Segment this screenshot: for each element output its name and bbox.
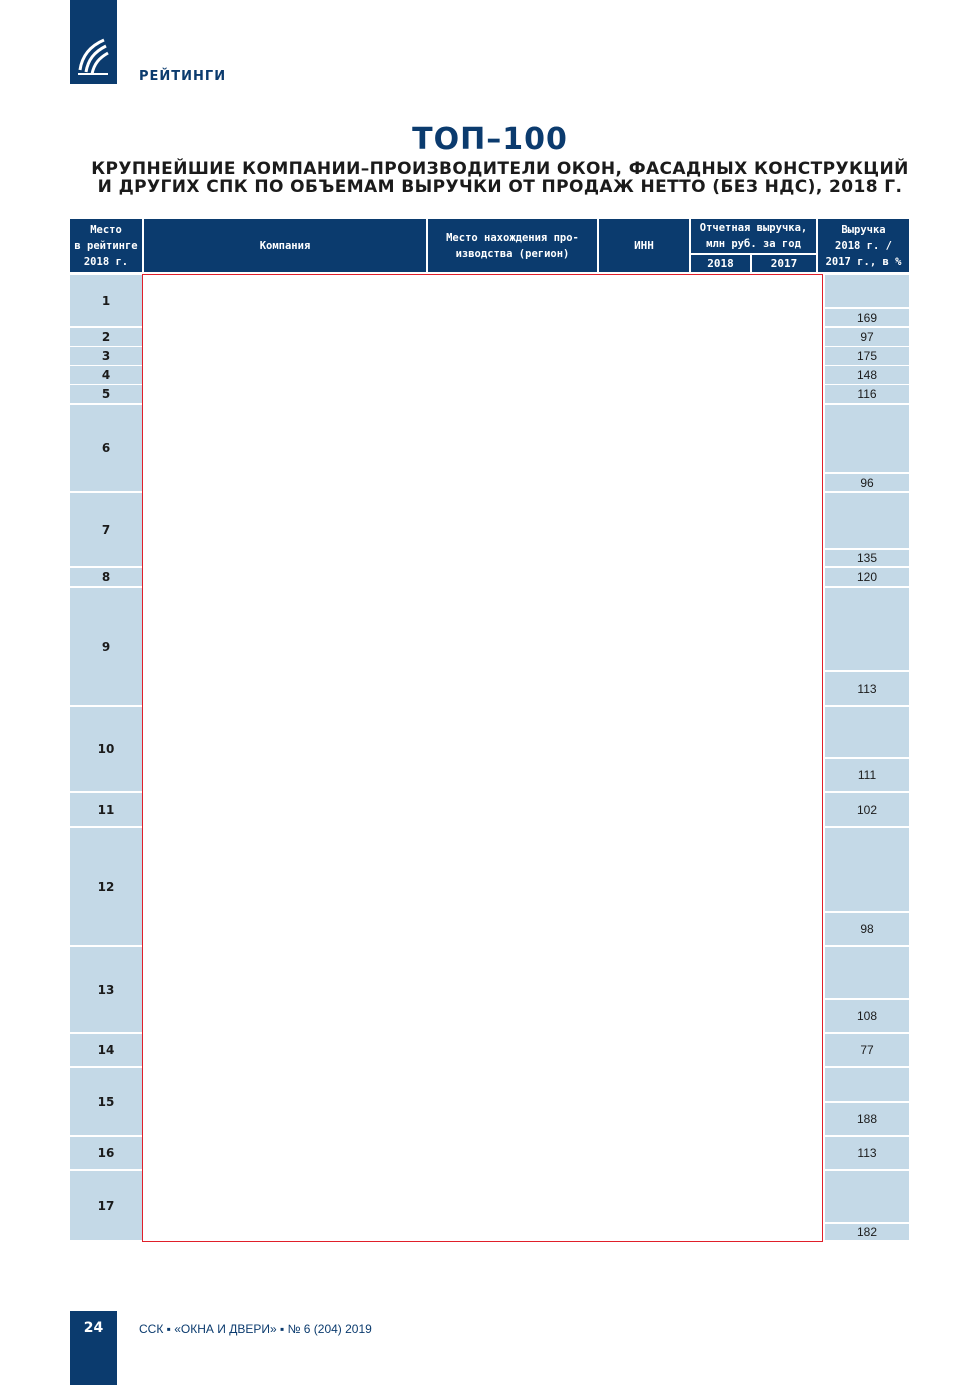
header-year-2017: 2017 <box>752 255 816 272</box>
ratio-padding <box>825 493 909 548</box>
ratio-padding <box>825 405 909 472</box>
page-title: ТОП–100 <box>412 122 568 157</box>
rank-cell: 5 <box>70 385 142 403</box>
ratio-cell: 102 <box>825 793 909 826</box>
rank-cell: 16 <box>70 1137 142 1169</box>
header-ratio: Выручка 2018 г. / 2017 г., в % <box>818 219 909 272</box>
subtitle-line-2: И ДРУГИХ СПК ПО ОБЪЕМАМ ВЫРУЧКИ ОТ ПРОДАЖ НЕТТО (БЕЗ НДС), 2018 Г. <box>97 177 903 197</box>
header-revenue: Отчетная выручка, млн руб. за год <box>691 219 816 253</box>
ratio-cell: 116 <box>825 385 909 403</box>
ratio-cell: 111 <box>825 759 909 791</box>
ratio-padding <box>825 828 909 911</box>
ratio-cell: 182 <box>825 1224 909 1240</box>
section-label: РЕЙТИНГИ <box>139 69 227 84</box>
rank-cell: 14 <box>70 1034 142 1066</box>
page-subtitle <box>60 160 940 196</box>
ratio-cell: 169 <box>825 309 909 326</box>
ratio-padding <box>825 947 909 998</box>
ratio-cell: 135 <box>825 550 909 566</box>
rank-cell: 6 <box>70 405 142 491</box>
header-year-2018: 2018 <box>691 255 750 272</box>
rank-cell: 3 <box>70 347 142 365</box>
content-placeholder <box>142 274 823 1242</box>
ratio-padding <box>825 275 909 307</box>
rank-cell: 12 <box>70 828 142 945</box>
header-rank: Место в рейтинге 2018 г. <box>70 219 142 272</box>
ratio-cell: 148 <box>825 366 909 384</box>
header-region: Место нахождения про- изводства (регион) <box>428 219 597 272</box>
ratio-padding <box>825 1171 909 1222</box>
brand-tab <box>70 0 117 84</box>
rank-cell: 8 <box>70 568 142 586</box>
footer-publication: ССК ▪ «ОКНА И ДВЕРИ» ▪ № 6 (204) 2019 <box>139 1322 372 1336</box>
header-inn: ИНН <box>599 219 689 272</box>
rank-cell: 11 <box>70 793 142 826</box>
rank-cell: 13 <box>70 947 142 1032</box>
rank-cell: 15 <box>70 1068 142 1135</box>
rank-cell: 2 <box>70 328 142 346</box>
logo-icon <box>74 36 112 76</box>
subtitle-line-1: КРУПНЕЙШИЕ КОМПАНИИ–ПРОИЗВОДИТЕЛИ ОКОН, ФАСАДНЫХ КОНСТРУКЦИЙ <box>91 159 909 179</box>
rank-cell: 9 <box>70 588 142 705</box>
rank-cell: 4 <box>70 366 142 384</box>
page-number: 24 <box>83 1320 104 1336</box>
rank-cell: 7 <box>70 493 142 566</box>
ratio-cell: 113 <box>825 672 909 705</box>
ratio-cell: 96 <box>825 474 909 491</box>
rank-cell: 10 <box>70 707 142 791</box>
ratio-cell: 113 <box>825 1137 909 1169</box>
ratio-cell: 175 <box>825 347 909 365</box>
rank-cell: 1 <box>70 275 142 326</box>
ratio-cell: 98 <box>825 913 909 945</box>
ratio-cell: 188 <box>825 1103 909 1135</box>
ratio-cell: 77 <box>825 1034 909 1066</box>
ratio-cell: 108 <box>825 1000 909 1032</box>
ratio-cell: 97 <box>825 328 909 346</box>
ratio-padding <box>825 588 909 670</box>
ratio-cell: 120 <box>825 568 909 586</box>
ratio-padding <box>825 1068 909 1101</box>
ratio-padding <box>825 707 909 757</box>
rank-cell: 17 <box>70 1171 142 1240</box>
header-company: Компания <box>144 219 426 272</box>
